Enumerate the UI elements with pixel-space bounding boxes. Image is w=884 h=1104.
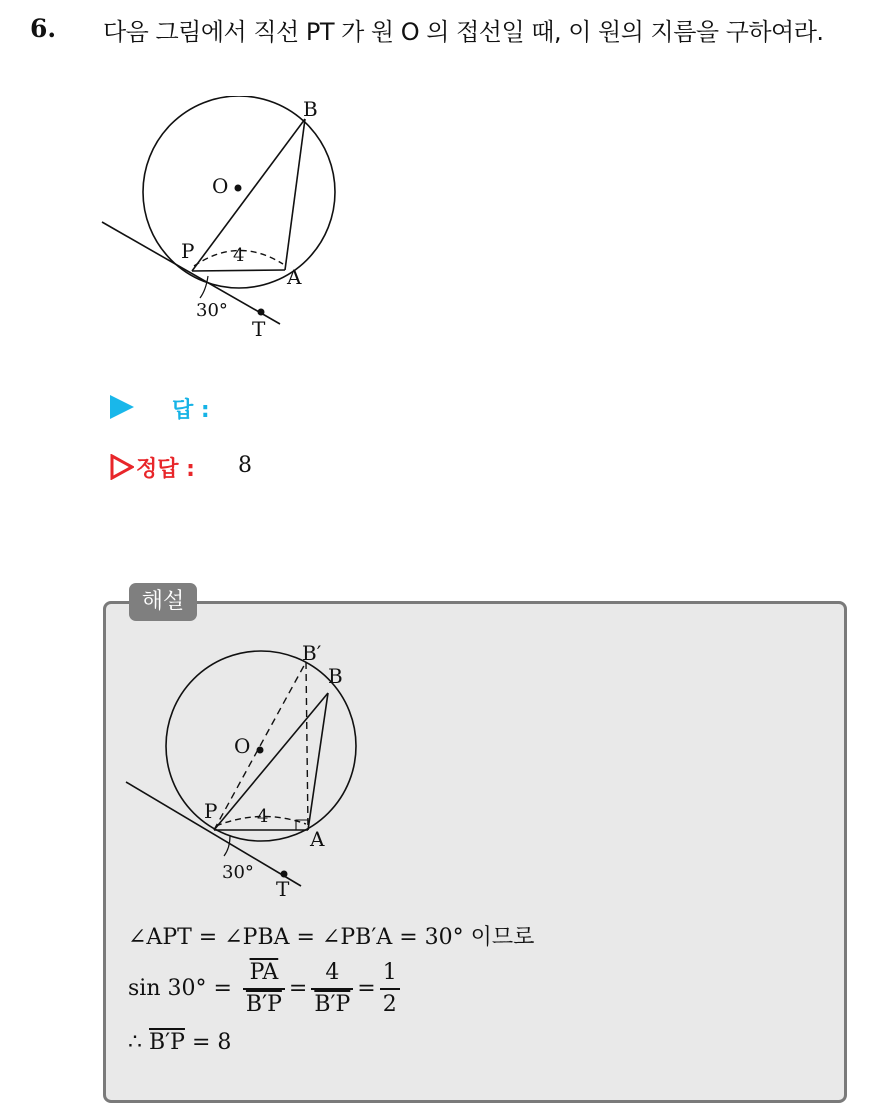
center-dot [235, 185, 242, 192]
point-t-dot [258, 309, 265, 316]
solution-figure [118, 640, 378, 900]
tangent-line [102, 222, 280, 324]
angle-label: 30° [196, 300, 228, 321]
answer-label: 답 : [172, 398, 210, 423]
tangent-line [126, 782, 301, 886]
angle-equation: ∠APT = ∠PBA = ∠PB′A = 30° [128, 925, 464, 950]
label-a: A [287, 265, 302, 289]
angle-arc [224, 836, 230, 856]
fraction-4-over-bp [311, 958, 353, 1020]
segment-pa [192, 270, 285, 271]
question-text: 다음 그림에서 직선 PT 가 원 O 의 접선일 때, 이 원의 지름을 구하여라. [103, 18, 824, 46]
length-label: 4 [257, 806, 269, 827]
label-o: O [234, 734, 251, 758]
fraction-pa-over-bp [243, 958, 285, 1020]
fraction-denominator: B′P [245, 992, 282, 1017]
center-dot [257, 747, 264, 754]
solution-line-1 [128, 920, 534, 951]
solution-tag: 해설 [129, 583, 197, 621]
fraction-one-half [380, 958, 400, 1020]
outline-triangle-icon [110, 454, 134, 480]
label-b-prime: B′ [302, 641, 322, 665]
label-o: O [212, 174, 229, 198]
fraction-numerator: $\overline{PA}$ [243, 958, 285, 990]
fraction-numerator: 1 [380, 958, 400, 990]
fraction-denominator: 2 [382, 992, 397, 1017]
label-p: P [181, 239, 195, 263]
dashed-pb-prime [214, 662, 306, 830]
correct-label: 정답 : [136, 457, 195, 482]
angle-label: 30° [222, 862, 254, 883]
label-a: A [310, 827, 325, 851]
label-p: P [204, 799, 218, 823]
solution-line-2: sin 30° = $\frac{\overline{PA}}{B'P}$ = $\frac{4}{B'P}$ = $\frac{1}{2}$ [128, 958, 404, 1020]
label-t: T [276, 877, 290, 900]
play-triangle-icon [110, 395, 134, 419]
label-b: B [328, 664, 343, 688]
sine-expression: sin 30° = [128, 976, 232, 1001]
label-t: T [252, 317, 266, 341]
segment-bp: B′P [149, 1030, 185, 1055]
problem-figure [96, 96, 356, 346]
dashed-b-prime-a [306, 662, 308, 830]
question-number: 6. [30, 14, 57, 43]
line1-text: 이므로 [463, 925, 535, 950]
fraction-numerator: 4 [311, 958, 353, 990]
correct-value: 8 [238, 453, 252, 478]
result-value: = 8 [184, 1030, 232, 1055]
solution-line-3 [128, 1030, 231, 1055]
fraction-denominator: B′P [314, 992, 351, 1017]
therefore-symbol: ∴ [128, 1030, 149, 1055]
length-label: 4 [233, 245, 245, 266]
label-b: B [303, 97, 318, 121]
